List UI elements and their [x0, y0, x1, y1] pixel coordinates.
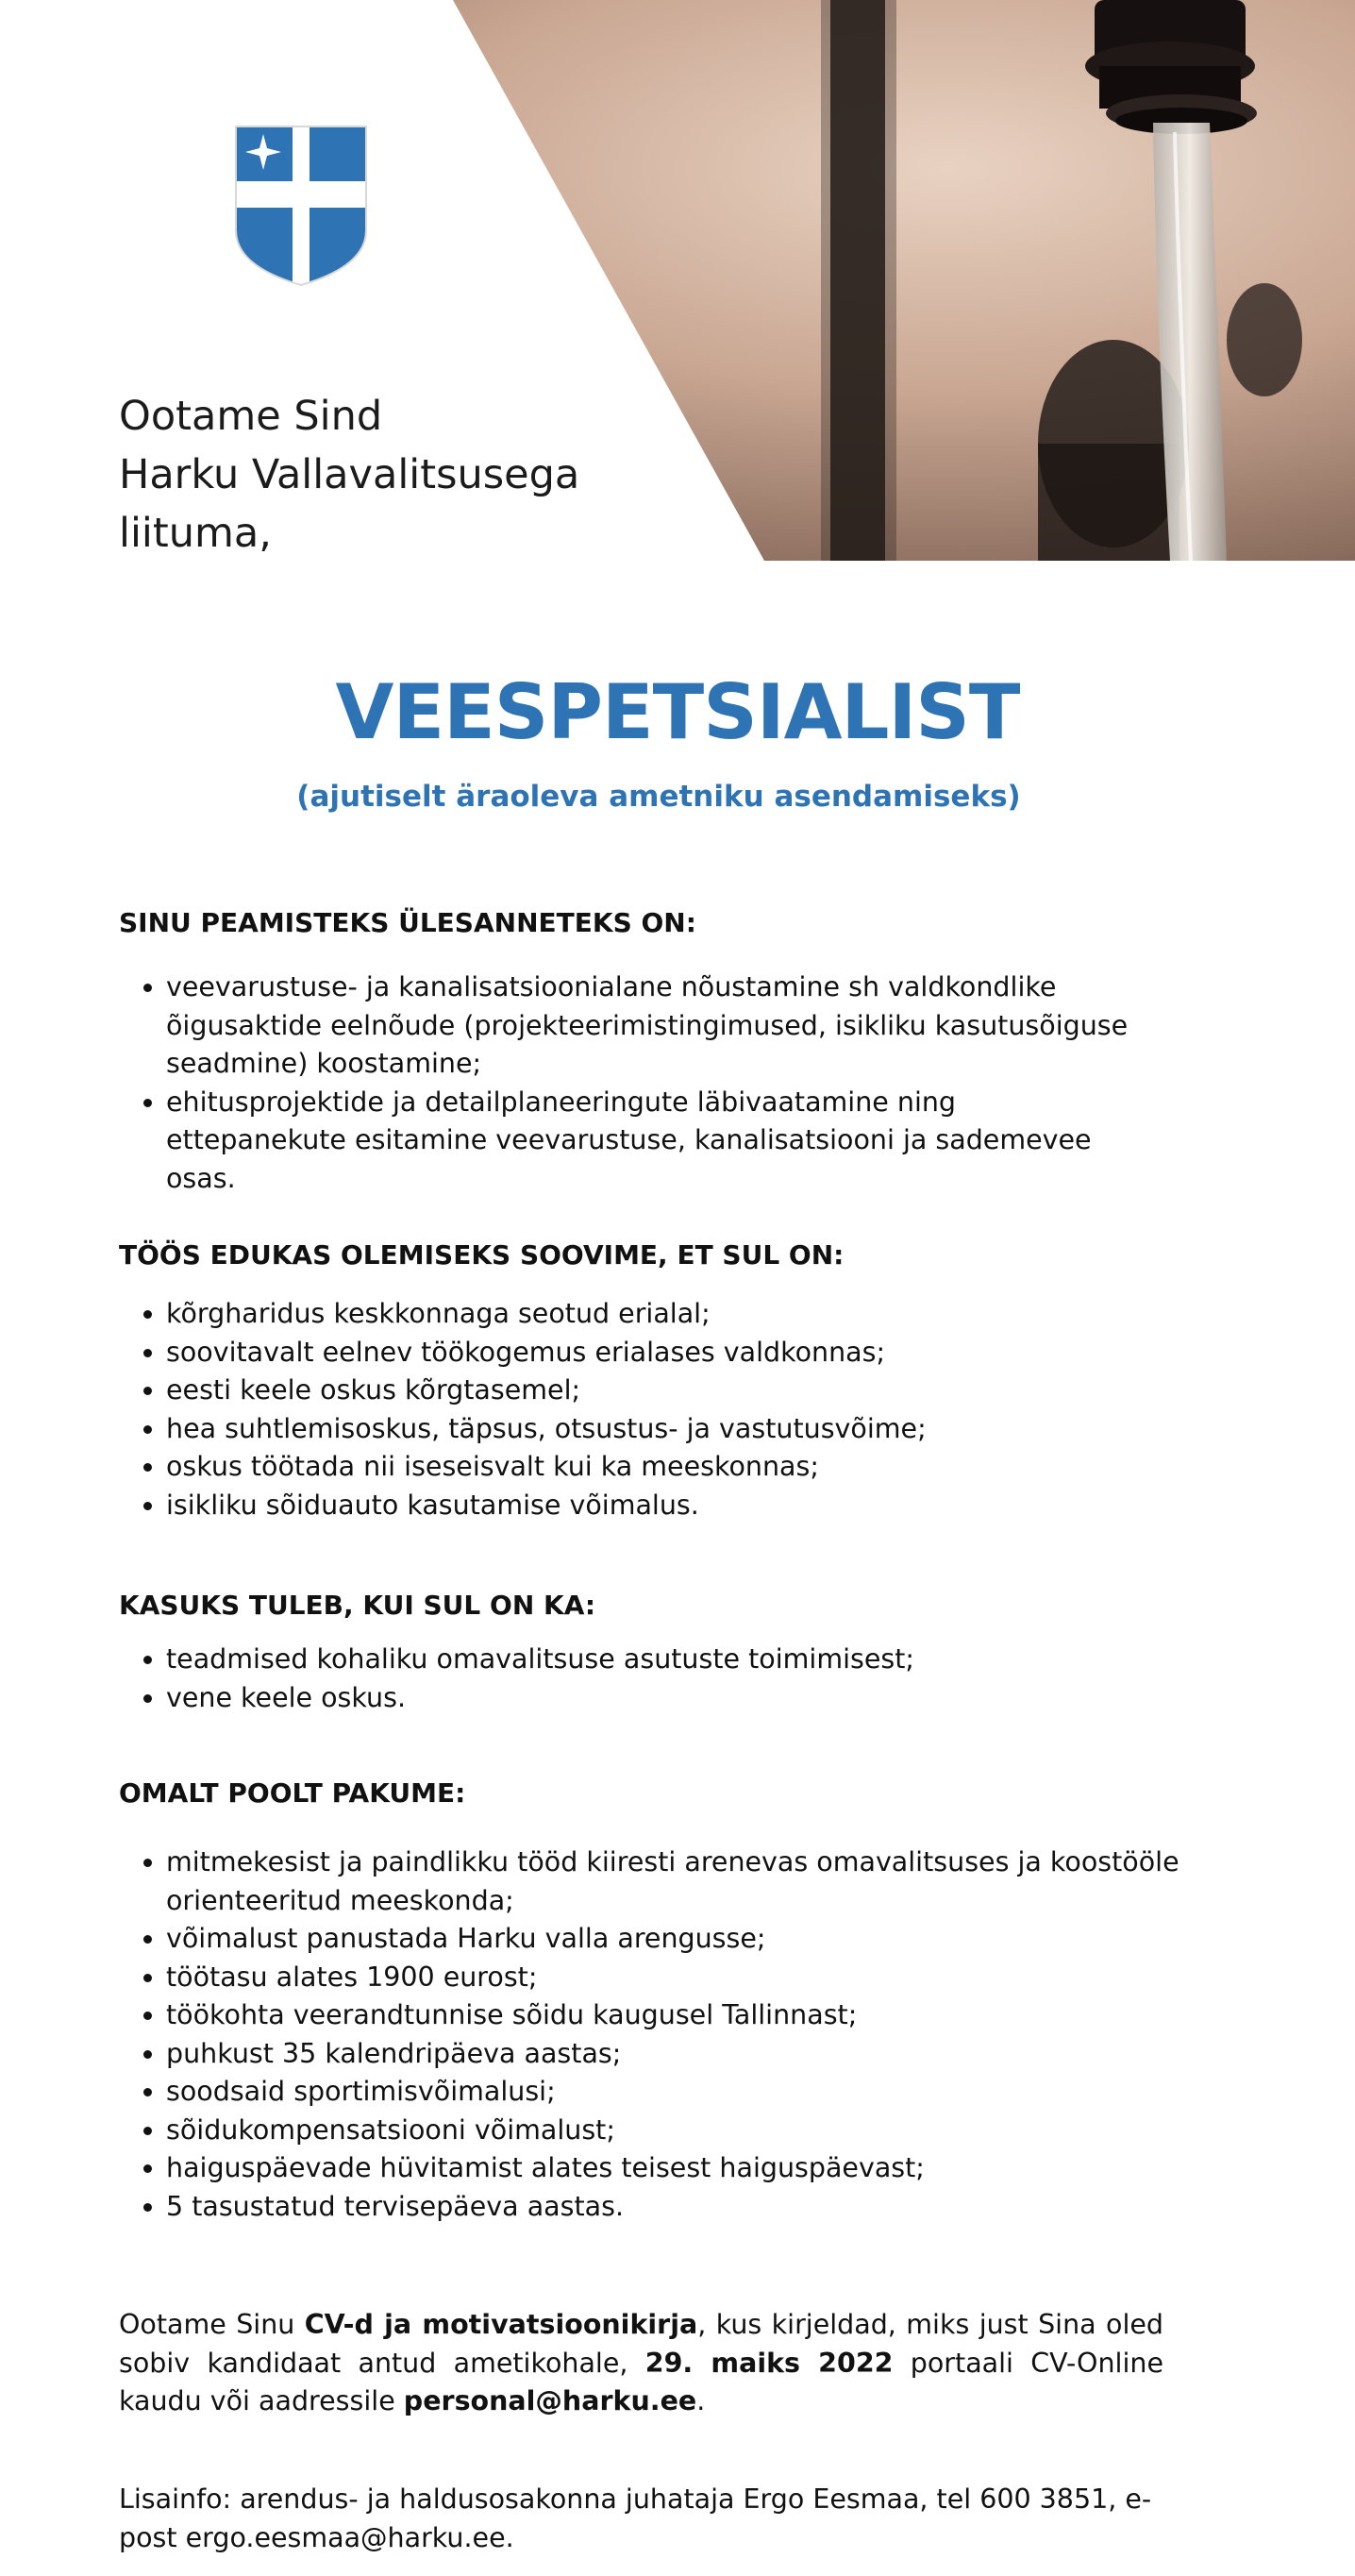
greeting-line: Ootame Sind: [119, 393, 383, 440]
job-subtitle: (ajutiselt äraoleva ametniku asendamiseks): [296, 780, 1021, 814]
offer-list: [119, 1844, 1223, 2226]
list-item: • isikliku sõiduauto kasutamise võimalus.: [166, 1487, 1204, 1525]
list-item: • mitmekesist ja paindlikku tööd kiiresti arenevas omavalitsuses ja koostööle orienteeritud meeskonda;: [166, 1844, 1223, 1920]
application-documents: CV-d ja motivatsioonikirja: [304, 2309, 698, 2340]
application-email: personal@harku.ee: [403, 2385, 697, 2416]
application-deadline: 29. maiks 2022: [644, 2347, 894, 2379]
list-item: • töökohta veerandtunnise sõidu kaugusel Tallinnast;: [166, 1996, 1223, 2035]
application-text: Ootame Sinu: [119, 2309, 305, 2340]
list-item: • soovitavalt eelnev töökogemus erialases valdkonnas;: [166, 1334, 1204, 1372]
harku-crest-icon: [234, 125, 368, 287]
requirements-list: [119, 1295, 1204, 1524]
tasks-list: [119, 968, 1138, 1198]
list-item: • veevarustuse- ja kanalisatsioonialane nõustamine sh valdkondlike õigusaktide eelnõude (projekteerimistingimused, isikliku kasutusõiguse seadmine) koostamine;: [166, 968, 1138, 1084]
application-paragraph: [119, 2306, 1163, 2421]
list-item: • sõidukompensatsiooni võimalust;: [166, 2112, 1223, 2150]
tasks-heading: SINU PEAMISTEKS ÜLESANNETEKS ON:: [119, 907, 696, 938]
list-item: • 5 tasustatud tervisepäeva aastas.: [166, 2188, 1223, 2227]
application-text: portaali CV-Online kaudu või aadressile: [119, 2347, 1163, 2416]
greeting-line: Harku Vallavalitsusega: [119, 451, 580, 498]
list-item: • eesti keele oskus kõrgtasemel;: [166, 1372, 1204, 1410]
list-item: • oskus töötada nii iseseisvalt kui ka meeskonnas;: [166, 1448, 1204, 1487]
list-item: • ehitusprojektide ja detailplaneeringute läbivaatamine ning ettepanekute esitamine veevarustuse, kanalisatsiooni ja sademevee osas.: [166, 1084, 1138, 1199]
job-title: VEESPETSIALIST: [335, 668, 1020, 756]
list-item: • töötasu alates 1900 eurost;: [166, 1959, 1223, 1997]
list-item: • hea suhtlemisoskus, täpsus, otsustus- ja vastutusvõime;: [166, 1410, 1204, 1449]
advantages-heading: KASUKS TULEB, KUI SUL ON KA:: [119, 1590, 596, 1621]
application-text: .: [696, 2385, 706, 2416]
list-item: • teadmised kohaliku omavalitsuse asutuste toimimisest;: [166, 1641, 1204, 1679]
list-item: • soodsaid sportimisvõimalusi;: [166, 2073, 1223, 2112]
offer-heading: OMALT POOLT PAKUME:: [119, 1777, 466, 1809]
advantages-list: [119, 1641, 1204, 1717]
contact-info: Lisainfo: arendus- ja haldusosakonna juhataja Ergo Eesmaa, tel 600 3851, e-post ergo.eesmaa@harku.ee.: [119, 2483, 1152, 2553]
application-text: , kus kirjeldad, miks just Sina oled sobiv kandidaat antud ametikohale,: [119, 2309, 1164, 2379]
list-item: • kõrgharidus keskkonnaga seotud erialal;: [166, 1295, 1204, 1334]
list-item: • võimalust panustada Harku valla arengusse;: [166, 1920, 1223, 1959]
list-item: • vene keele oskus.: [166, 1679, 1204, 1718]
requirements-heading: TÖÖS EDUKAS OLEMISEKS SOOVIME, ET SUL ON:: [119, 1239, 845, 1271]
list-item: • haiguspäevade hüvitamist alates teisest haiguspäevast;: [166, 2149, 1223, 2188]
greeting: [119, 387, 579, 563]
greeting-line: liituma,: [119, 510, 272, 557]
list-item: • puhkust 35 kalendripäeva aastas;: [166, 2035, 1223, 2074]
